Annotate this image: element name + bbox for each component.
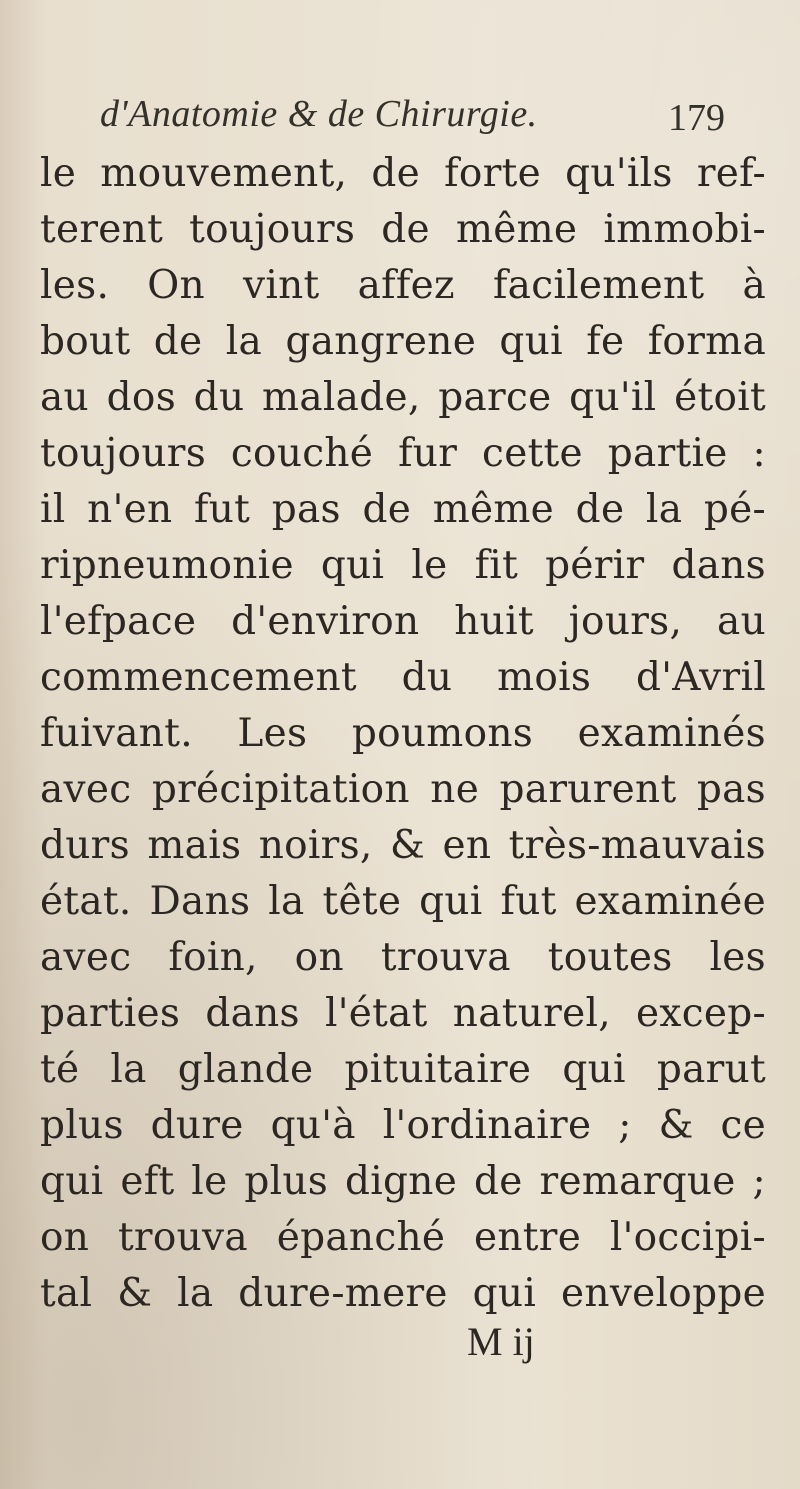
running-title: d'Anatomie & de Chirurgie. xyxy=(100,93,538,135)
text-line: état. Dans la tête qui fut examinée xyxy=(40,879,766,924)
text-line: fuivant. Les poumons examinés xyxy=(40,711,766,756)
text-line: l'efpace d'environ huit jours, au xyxy=(40,599,766,644)
text-line: qui eft le plus digne de remarque ; xyxy=(40,1159,766,1204)
text-line: toujours couché fur cette partie : xyxy=(40,431,766,476)
text-line: on trouva épanché entre l'occipi- xyxy=(40,1215,766,1260)
text-line: terent toujours de même immobi- xyxy=(40,207,766,252)
text-line: parties dans l'état naturel, excep- xyxy=(40,991,766,1036)
text-line: té la glande pituitaire qui parut xyxy=(40,1047,766,1092)
text-line: durs mais noirs, & en très-mauvais xyxy=(40,823,766,868)
text-line: avec précipitation ne parurent pas xyxy=(40,767,766,812)
text-line: il n'en fut pas de même de la pé- xyxy=(40,487,766,532)
body-text xyxy=(40,146,766,1322)
text-line: bout de la gangrene qui fe forma xyxy=(40,319,766,364)
text-line: les. On vint affez facilement à xyxy=(40,263,766,308)
text-line: plus dure qu'à l'ordinaire ; & ce xyxy=(40,1103,766,1148)
text-line: le mouvement, de forte qu'ils ref- xyxy=(40,151,766,196)
text-line: commencement du mois d'Avril xyxy=(40,655,766,700)
signature-mark: M ij xyxy=(467,1319,535,1364)
text-line: au dos du malade, parce qu'il étoit xyxy=(40,375,766,420)
text-line: avec foin, on trouva toutes les xyxy=(40,935,766,980)
page-number: 179 xyxy=(668,97,725,139)
text-line: tal & la dure-mere qui enveloppe xyxy=(40,1271,766,1316)
text-line: ripneumonie qui le fit périr dans xyxy=(40,543,766,588)
